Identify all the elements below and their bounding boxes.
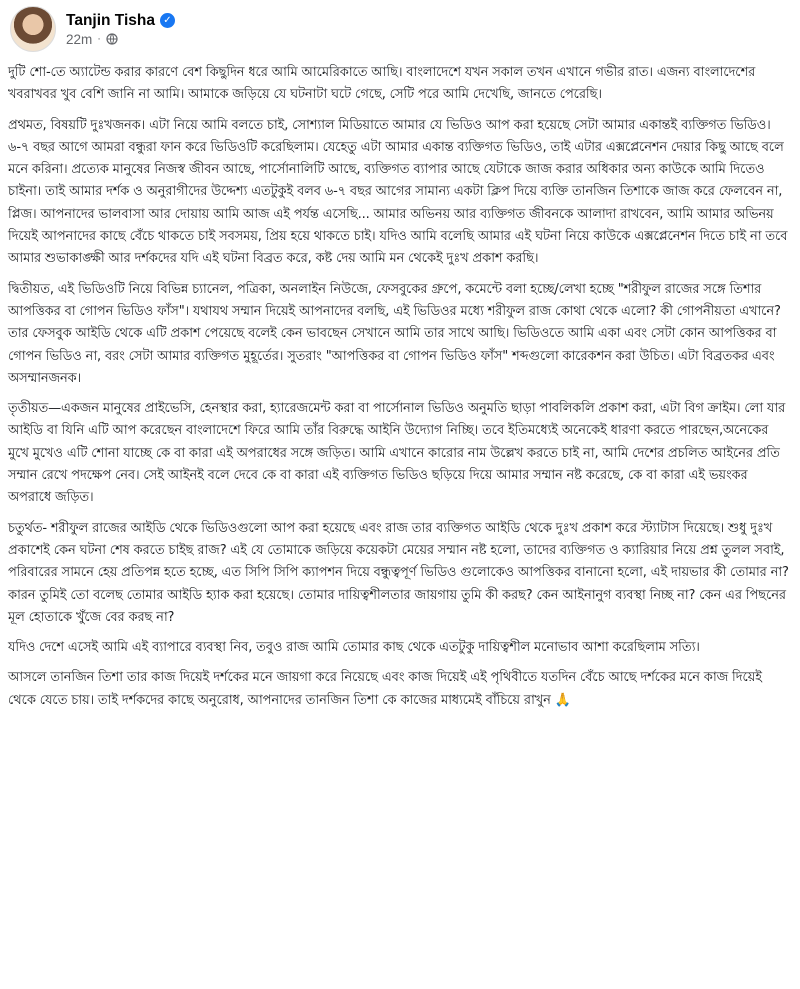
post-time[interactable]: 22m	[66, 31, 93, 47]
post-paragraph: দ্বিতীয়ত, এই ভিডিওটি নিয়ে বিভিন্ন চ্যানেল, পত্রিকা, অনলাইন নিউজে, ফেসবুকের গ্রুপে, কমেন্টে বলা হচ্ছে/লেখা হচ্ছে "শরীফুল রাজের সঙ্গে তিশার আপত্তিকর বা গোপন ভিডিও ফাঁস"। যথাযথ সম্মান দিয়েই আপনাদের বলছি, এই ভিডিওর মধ্যে শরীফুল রাজ কোথা থেকে এলো? কী গোপনীয়তা এখানে? তার ফেসবুক আইডি থেকে এটি প্রকাশ পেয়েছে বলেই কেন ভাবছেন সেখানে আমি তার সাথে আছি। ভিডিওতে আমি একা এবং সেটা কোন আপত্তিকর বা গোপন ভিডিও না, বরং সেটা আমার ব্যক্তিগত মুহূর্তের। সুতরাং "আপত্তিকর বা গোপন ভিডিও ফাঁস" শব্দগুলো কারেকশন করা উচিত। এটা বিব্রতকর এবং অসম্মানজনক।	[8, 281, 781, 386]
meta-separator: ·	[97, 33, 101, 45]
globe-icon[interactable]	[106, 33, 118, 45]
author-name-row	[66, 12, 175, 30]
author-info	[66, 12, 175, 47]
author-name[interactable]: Tanjin Tisha	[66, 11, 155, 29]
post-body	[8, 62, 792, 712]
post-paragraph: প্রথমত, বিষয়টি দুঃখজনক। এটা নিয়ে আমি বলতে চাই, সোশ্যাল মিডিয়াতে আমার যে ভিডিও আপ করা হয়েছে সেটা আমার একান্তই ব্যক্তিগত ভিডিও। ৬-৭ বছর আগে আমরা বন্ধুরা ফান করে ভিডিওটি করেছিলাম। যেহেতু এটা আমার একান্ত ব্যক্তিগত ভিডিও, তাই এটার এক্সপ্লেনেশন দেয়ার কিছু আছে বলে মনে করিনা। প্রত্যেক মানুষের নিজস্ব জীবন আছে, পার্সোনালিটি আছে, ব্যক্তিগত ব্যাপার আছে যেটাকে জাজ করার অধিকার অন্য কাউকে আমি দিতেও চাইনা। তাই আমার দর্শক ও অনুরাগীদের উদ্দেশ্য এতটুকুই বলব ৬-৭ বছর আগের সামান্য একটা ক্লিপ দিয়ে ব্যক্তি তানজিন তিশাকে জাজ করে ফেলবেন না, প্লিজ। আপনাদের ভালবাসা আর দোয়ায় আমি আজ এই পর্যন্ত এসেছি... আমার অভিনয় আর ব্যক্তিগত জীবনকে আলাদা রাখবেন, আমি আমার অভিনয় দিয়েই আপনাদের কাছে বেঁচে থাকতে চাই সবসময়, প্রিয় হয়ে থাকতে চাই। যদিও আমি বলেছি আমার এই ঘটনা নিয়ে কাউকে এক্সপ্লেনেশন দিতে চাই না তবে আমার শুভাকাঙ্ক্ষী আর দর্শকদের যদি এই ঘটনা বিব্রত করে, কষ্ট দেয় আমি মন থেকেই দুঃখ প্রকাশ করছি।	[8, 117, 788, 267]
verified-badge-icon: ✓	[160, 13, 175, 28]
post-meta	[66, 32, 175, 47]
post-paragraph: আসলে তানজিন তিশা তার কাজ দিয়েই দর্শকের মনে জায়গা করে নিয়েছে এবং কাজ দিয়েই এই পৃথিবীতে যতদিন বেঁচে আছে দর্শকের মনে কাজ দিয়েই থেকে যেতে চায়। তাই দর্শকদের কাছে অনুরোধ, আপনাদের তানজিন তিশা কে কাজের মাধ্যমেই বাঁচিয়ে রাখুন 🙏	[8, 670, 762, 708]
author-avatar[interactable]	[10, 6, 56, 52]
post-paragraph: চতুর্থত- শরীফুল রাজের আইডি থেকে ভিডিওগুলো আপ করা হয়েছে এবং রাজ তার ব্যক্তিগত আইডি থেকে দুঃখ প্রকাশ করে স্ট্যাটাস দিয়েছে। শুধু দুঃখ প্রকাশেই কেন ঘটনা শেষ করতে চাইছ রাজ? এই যে তোমাকে জড়িয়ে কয়েকটা মেয়ের সম্মান নষ্ট হলো, তাদের ব্যক্তিগত ও ক্যারিয়ার নিয়ে প্রশ্ন তুলল সবাই, পরিবারের সামনে হেয় প্রতিপন্ন হতে হচ্ছে, এত সিপি সিপি ক্যাপশন দিয়ে বন্ধুত্বপূর্ণ ভিডিও গুলোকেও আপত্তিকর বানানো হলো, এই দায়ভার কী তোমার না? কারন তুমিই তো বলেছ তোমার আইডি হ্যাক করা হয়েছে। তোমার দায়িত্বশীলতার জায়গায় তুমি কী করছ? কেন আইনানুগ ব্যবস্থা নিচ্ছ না? কেন এর পিছনের মূল হোতাকে খুঁজে বের করছ না?	[8, 520, 789, 625]
post-paragraph: দুটি শো-তে অ্যাটেন্ড করার কারণে বেশ কিছুদিন ধরে আমি আমেরিকাতে আছি। বাংলাদেশে যখন সকাল তখন এখানে গভীর রাত। এজন্য বাংলাদেশের খবরাখবর খুব বেশি জানি না আমি। আমাকে জড়িয়ে যে ঘটনাটা ঘটে গেছে, সেটি পরে আমি দেখেছি, জানতে পেরেছি।	[8, 65, 756, 103]
post-paragraph: তৃতীয়ত—একজন মানুষের প্রাইভেসি, হেনস্থার করা, হ্যারেজমেন্ট করা বা পার্সোনাল ভিডিও অনুমতি ছাড়া পাবলিকলি প্রকাশ করা, এটা বিগ ক্রাইম। লো যার আইডি বা যিনি এটি আপ করেছেন বাংলাদেশে ফিরে আমি তাঁর বিরুদ্ধে আইনি উদ্যোগ নিচ্ছি। তবে ইতিমধ্যেই অনেকেই ধারণা করতে পারছেন,অনেকের মুখে মুখেও এটি শোনা যাচ্ছে কে বা কারা এই অপরাধের সঙ্গে জড়িত। আমি এখানে কারোর নাম উল্লেখ করতে চাই না, আমি দেশের প্রচলিত আইনের প্রতি সম্মান রেখে পদক্ষেপ নেব। সেই আইনই বলে দেবে কে বা কারা এই ব্যক্তিগত ভিডিও ছড়িয়ে দিয়ে আমার সম্মান নষ্ট করেছে, কে বা কারা এই ভয়ংকর অপরাধে জড়িত।	[8, 401, 786, 506]
post-paragraph: যদিও দেশে এসেই আমি এই ব্যাপারে ব্যবস্থা নিব, তবুও রাজ আমি তোমার কাছ থেকে এতটুকু দায়িত্বশীল মনোভাব আশা করেছিলাম সত্যি।	[8, 640, 700, 656]
post-header	[8, 0, 792, 58]
